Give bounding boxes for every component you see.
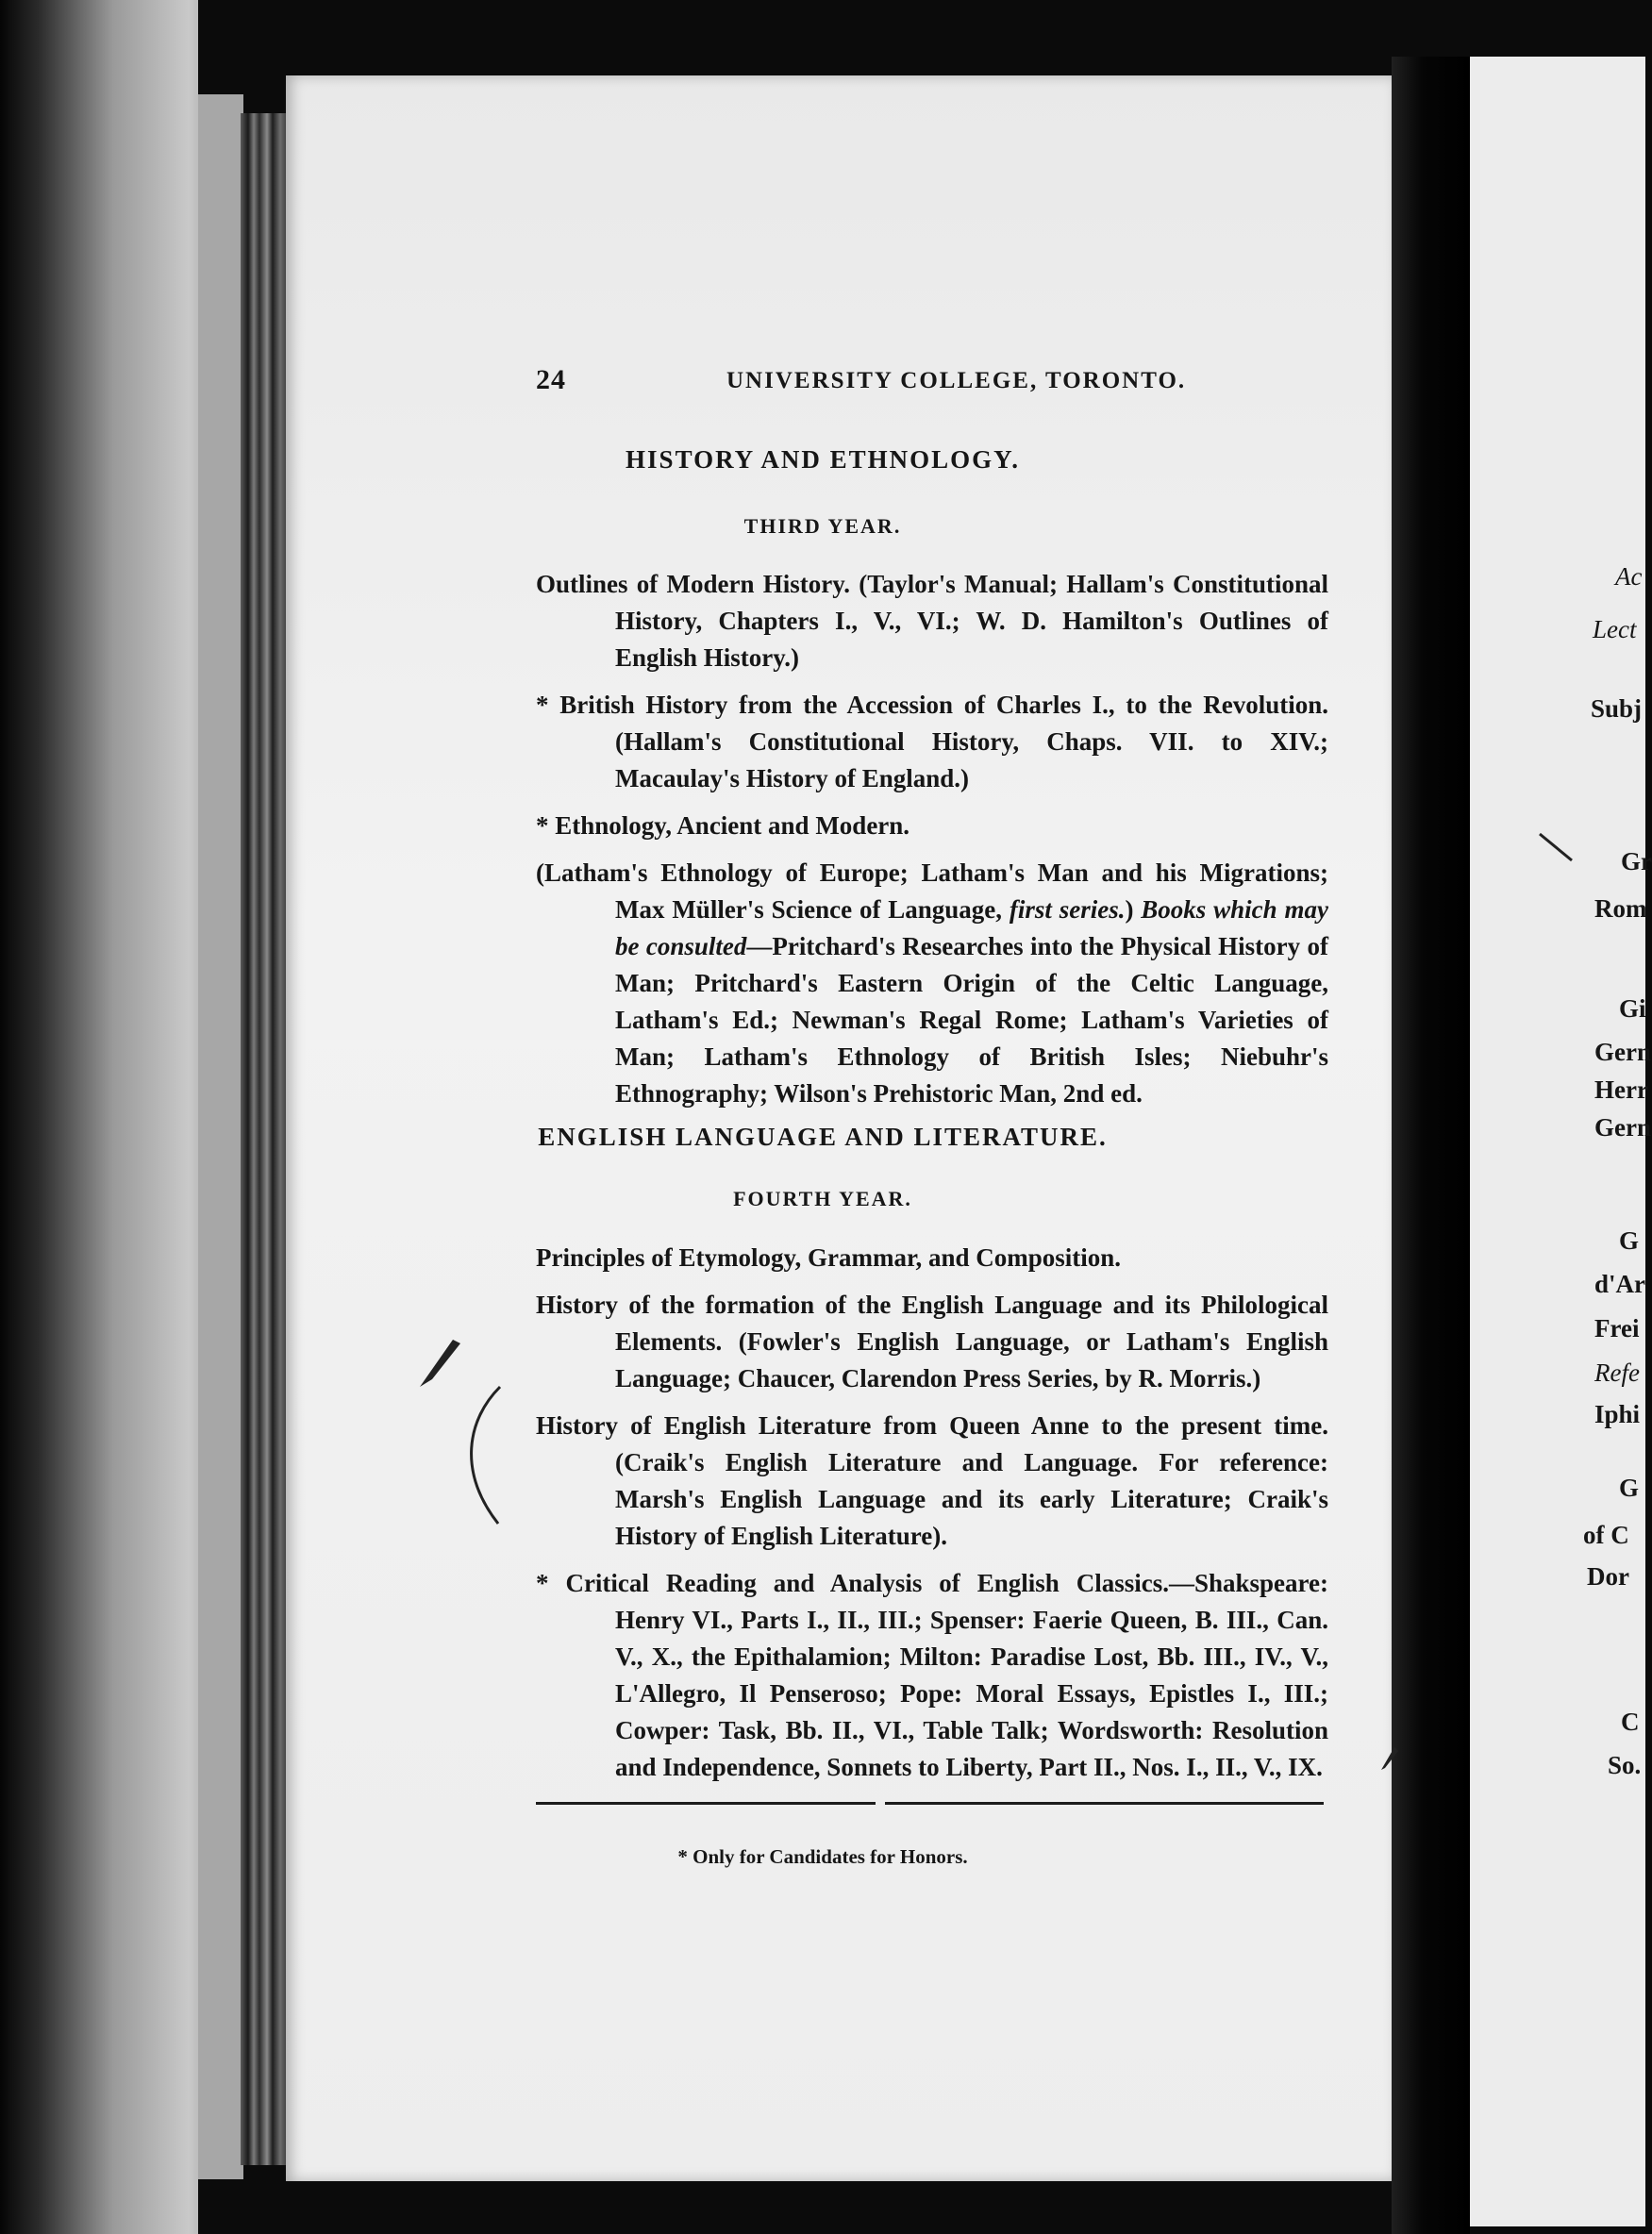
rule-right (885, 1802, 1324, 1805)
course-entry (536, 687, 1328, 797)
margin-bracket-icon (453, 1382, 509, 1533)
left-gutter (0, 0, 198, 2234)
rule-left (536, 1802, 876, 1805)
course-entry (536, 855, 1328, 1112)
entry-text: * Critical Reading and Analysis of English Classics.—Shakspeare: Henry VI., Parts I., II., III.; Spenser: Faerie Queen, B. III., Can. V., X., the Epithalamion; Milton: Paradise Lost, Bb. III., IV., V., L'Allegro, Il Penseroso; Pope: Moral Essays, Epistles I., III.; Cowper: Task, Bb. II., VI., Table Talk; Wordsworth: Resolution and Independence, Sonnets to Liberty, Part II., Nos. I., II., V., IX. (536, 1569, 1328, 1781)
course-entry (536, 1565, 1328, 1786)
entry-text: * Ethnology, Ancient and Modern. (536, 811, 910, 840)
facing-page-fragment: d'Ar (1594, 1270, 1645, 1298)
entry-text: History of English Literature from Queen Anne to the present time. (Craik's English Literature and Language. For reference: Marsh's English Language and its early Literature; Craik's History of English Literature). (536, 1411, 1328, 1550)
entry-text: Outlines of Modern History. (Taylor's Manual; Hallam's Constitutional History, Chapters I., V., VI.; W. D. Hamilton's Outlines of English History.) (536, 570, 1328, 672)
entry-text: History of the formation of the English Language and its Philological Elements. (Fowler's English Language, or Latham's English Language; Chaucer, Clarendon Press Series, by R. Morris.) (536, 1291, 1328, 1392)
year-heading-fourth: FOURTH YEAR. (733, 1187, 912, 1210)
entry-text: (Latham's Ethnology of Europe; Latham's Man and his Migrations; Max Müller's Science of Language, (536, 859, 1328, 924)
facing-page-fragment: Gr (1621, 847, 1652, 875)
facing-page-fragment: C (1621, 1708, 1640, 1736)
course-entry (536, 1408, 1328, 1555)
english-entries (536, 1240, 1328, 1796)
section-heading-english: ENGLISH LANGUAGE AND LITERATURE. (538, 1123, 1108, 1151)
history-entries (536, 566, 1328, 1123)
entry-text: Principles of Etymology, Grammar, and Composition. (536, 1243, 1122, 1272)
entry-text: Books which may be consulted (615, 895, 1328, 960)
course-entry (536, 1287, 1328, 1397)
running-title: UNIVERSITY COLLEGE, TORONTO. (726, 368, 1187, 393)
entry-text: —Pritchard's Researches into the Physical History of Man; Pritchard's Eastern Origin of the Celtic Language, Latham's Ed.; Newman's Regal Rome; Latham's Varieties of Man; Latham's Ethnology of British Isles; Niebuhr's Ethnography; Wilson's Prehistoric Man, 2nd ed. (615, 932, 1329, 1108)
section-heading-history: HISTORY AND ETHNOLOGY. (626, 445, 1020, 474)
facing-page-fragment: Gern (1594, 1038, 1651, 1066)
facing-page-fragment: Refe (1594, 1359, 1640, 1387)
ink-speck-icon (1377, 1743, 1400, 1772)
facing-page-fragment: Dor (1587, 1562, 1629, 1591)
facing-page-fragment: G (1619, 1474, 1640, 1502)
facing-page-fragment: Iphi (1594, 1400, 1641, 1428)
facing-page-fragment: Subj (1591, 694, 1643, 723)
facing-page-fragment: So. (1608, 1751, 1642, 1779)
course-entry (536, 1240, 1328, 1276)
course-entry (536, 808, 1328, 844)
entry-text: * British History from the Accession of Charles I., to the Revolution. (Hallam's Constitutional History, Chaps. VII. to XIV.; Macaulay's History of England.) (536, 691, 1328, 792)
facing-page-mark-icon (1538, 830, 1576, 868)
course-entry (536, 566, 1328, 676)
facing-page-fragment: G (1619, 1226, 1640, 1255)
footnote-rule (536, 1802, 1328, 1808)
facing-page-fragment: Lect (1593, 615, 1637, 643)
facing-page-fragment: Ac (1615, 562, 1643, 591)
facing-page-fragment: Gi (1619, 994, 1646, 1023)
running-head (0, 364, 1645, 421)
facing-page-fragment: Rom (1594, 894, 1647, 923)
facing-page-fragment: Herr (1594, 1075, 1648, 1104)
footnote: * Only for Candidates for Honors. (677, 1845, 968, 1868)
facing-page-fragment: of C (1583, 1521, 1629, 1549)
facing-page-fragment: Frei (1594, 1314, 1640, 1342)
facing-page-fragment: Gern (1594, 1113, 1651, 1142)
page-number: 24 (536, 364, 566, 395)
year-heading-third: THIRD YEAR. (743, 514, 902, 538)
entry-text: first series. (1009, 895, 1126, 924)
entry-text: ) (1125, 895, 1142, 924)
